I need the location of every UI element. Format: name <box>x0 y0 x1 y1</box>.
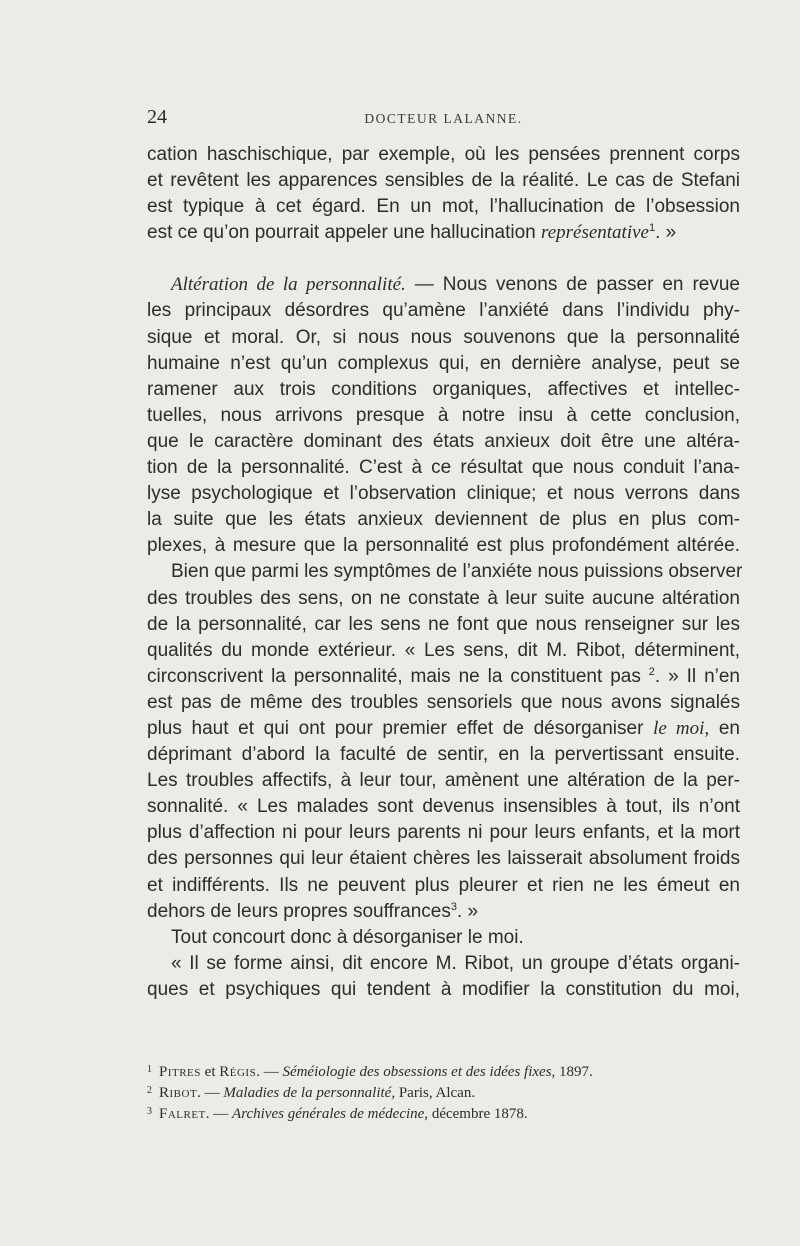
text-line: des personnes qui leur étaient chères les laisserait absolument froids <box>147 848 740 870</box>
text-line: et indifférents. Ils ne peuvent plus pleurer et rien ne les émeut en <box>147 874 740 896</box>
italic-term: le moi, <box>653 717 710 739</box>
text-line: tuelles, nous arrivons presque à notre insu à cette conclusion, <box>147 404 740 426</box>
footnote-text: . — <box>256 1064 283 1080</box>
text-run: . » <box>456 900 479 922</box>
text-line: Bien que parmi les symptômes de l’anxiéte nous puissions observer <box>171 561 743 583</box>
text-line: lyse psychologique et l’observation clinique; et nous verrons dans <box>147 483 740 505</box>
footnote <box>147 1083 740 1104</box>
text-line: ramener aux trois conditions organiques, affectives et intellec- <box>147 378 740 400</box>
footnote-ref: 3 <box>450 900 457 913</box>
text-line: des troubles des sens, on ne constate à leur suite aucune altération <box>147 587 740 609</box>
text-line: que le caractère dominant des états anxieux doit être une altéra- <box>147 430 740 452</box>
text-run: est ce qu’on pourrait appeler une hallucination <box>147 222 541 244</box>
footnote-mark: 1 <box>147 1064 152 1075</box>
footnote-author: Pitres <box>159 1064 201 1080</box>
italic-term: représentative <box>541 222 649 244</box>
footnote-title: Maladies de la personnalité, <box>223 1085 396 1101</box>
footnote-author: Falret <box>159 1106 206 1122</box>
footnotes <box>147 1062 740 1125</box>
footnote-text: . — <box>197 1085 224 1101</box>
footnote-ref: 2 <box>648 665 655 678</box>
text-line <box>147 716 740 742</box>
footnote-mark: 3 <box>147 1106 152 1117</box>
footnote <box>147 1104 740 1125</box>
text-line: est pas de même des troubles sensoriels que nous avons signalés <box>147 691 740 713</box>
footnote-author: Régis <box>219 1064 257 1080</box>
footnote-text: et <box>200 1064 220 1080</box>
page-header <box>147 106 740 132</box>
page-number: 24 <box>147 106 167 128</box>
section-heading: Altération de la personnalité. <box>171 274 406 296</box>
footnote-ref: 1 <box>648 222 656 235</box>
text-run: . » <box>655 222 677 244</box>
text-line: déprimant d’abord la faculté de sentir, en la pervertissant ensuite. <box>147 744 740 766</box>
footnote-title: Séméiologie des obsessions et des idées fixes, <box>282 1064 556 1080</box>
text-line: Les troubles affectifs, à leur tour, amènent une altération de la per- <box>147 770 740 792</box>
text-run: — Nous venons de passer en revue <box>405 274 740 296</box>
text-line: est typique à cet égard. En un mot, l’hallucination de l’obsession <box>147 196 740 218</box>
footnote <box>147 1062 740 1083</box>
text-run: dehors de leurs propres souffrances <box>147 900 451 922</box>
text-line: et revêtent les apparences sensibles de la réalité. Le cas de Stefani <box>147 170 740 192</box>
text-run: plus haut et qui ont pour premier effet de désorganiser <box>147 717 654 739</box>
footnote-text: décembre 1878. <box>428 1106 528 1122</box>
text-line: tion de la personnalité. C’est à ce résultat que nous conduit l’ana- <box>147 457 740 479</box>
text-line: Tout concourt donc à désorganiser le moi. <box>171 926 524 948</box>
footnote-text: 1897. <box>555 1064 593 1080</box>
text-line: plexes, à mesure que la personnalité est plus profondément altérée. <box>147 535 740 557</box>
text-line: cation haschischique, par exemple, où les pensées prennent corps <box>147 144 740 165</box>
body-text <box>147 142 743 1003</box>
text-line: « Il se forme ainsi, dit encore M. Ribot, un groupe d’états organi- <box>171 952 740 974</box>
text-line: sique et moral. Or, si nous nous souvenons que la personnalité <box>147 326 740 348</box>
text-line: qualités du monde extérieur. « Les sens, dit M. Ribot, déterminent, <box>147 639 740 661</box>
footnote-text: Paris, Alcan. <box>395 1085 476 1101</box>
running-head: DOCTEUR LALANNE. <box>364 111 523 126</box>
text-run: . » Il n’en <box>654 665 740 687</box>
text-line: de la personnalité, car les sens ne font que nous renseigner sur les <box>147 613 740 635</box>
footnote-title: Archives générales de médecine, <box>232 1106 429 1122</box>
footnote-text: . — <box>205 1106 233 1122</box>
footnote-author: Ribot <box>159 1085 198 1101</box>
text-line: les principaux désordres qu’amène l’anxiété dans l’individu phy- <box>147 300 740 322</box>
text-run: en <box>709 717 740 739</box>
text-line <box>147 664 740 690</box>
text-line <box>147 899 740 925</box>
text-line: sonnalité. « Les malades sont devenus insensibles à tout, ils n’ont <box>147 796 740 818</box>
footnote-mark: 2 <box>147 1085 152 1096</box>
text-line: la suite que les états anxieux deviennent de plus en plus com- <box>147 509 740 531</box>
text-run: circonscrivent la personnalité, mais ne la constituent pas <box>147 665 649 687</box>
text-line: plus d’affection ni pour leurs parents ni pour leurs enfants, et la mort <box>147 822 740 844</box>
text-line <box>147 220 740 246</box>
paragraph-gap <box>147 246 740 272</box>
text-line: humaine n’est qu’un complexus qui, en dernière analyse, peut se <box>147 352 740 374</box>
text-line: ques et psychiques qui tendent à modifier la constitution du moi, <box>147 978 740 1000</box>
text-line <box>147 272 740 298</box>
